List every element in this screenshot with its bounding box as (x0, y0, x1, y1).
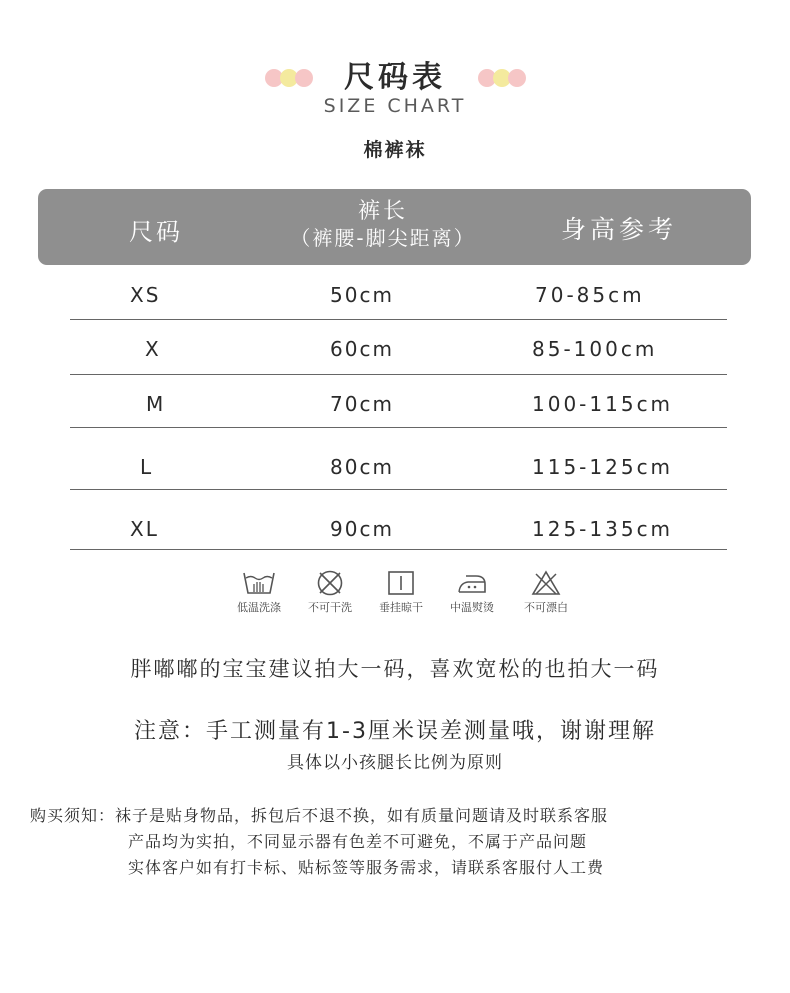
cell-size: XS (130, 283, 161, 307)
sizing-tip: 胖嘟嘟的宝宝建议拍大一码，喜欢宽松的也拍大一码 (130, 657, 660, 681)
care-label: 不可干洗 (308, 601, 352, 614)
cell-height: 115-125cm (532, 455, 674, 479)
purchase-notice-line-1: 购买须知：袜子是贴身物品，拆包后不退不换，如有质量问题请及时联系客服 (30, 806, 609, 825)
column-header-size: 尺码 (129, 218, 183, 246)
cell-height: 85-100cm (532, 337, 658, 361)
care-item-hang-dry (362, 570, 440, 615)
no-dry-clean-icon (316, 570, 344, 596)
care-label: 垂挂晾干 (379, 601, 423, 614)
table-row (70, 490, 727, 550)
cell-height: 70-85cm (535, 283, 645, 307)
cell-length: 50cm (330, 283, 394, 307)
purchase-notice-line-2: 产品均为实拍，不同显示器有色差不可避免，不属于产品问题 (128, 832, 588, 851)
cell-size: XL (130, 517, 159, 541)
table-row (70, 266, 727, 320)
attention-note: 注意：手工测量有1-3厘米误差测量哦，谢谢理解 (134, 719, 656, 744)
cell-length: 70cm (330, 392, 394, 416)
care-label: 低温洗涤 (237, 601, 281, 614)
column-header-height: 身高参考 (560, 215, 677, 244)
product-name: 棉裤袜 (363, 139, 427, 161)
cell-length: 80cm (330, 455, 394, 479)
cell-length: 60cm (330, 337, 394, 361)
cell-height: 100-115cm (532, 392, 674, 416)
care-item-iron (433, 570, 511, 615)
care-label: 不可漂白 (524, 601, 568, 614)
page-title: 尺码表 (344, 60, 446, 95)
cell-size: L (140, 455, 154, 479)
attention-subnote: 具体以小孩腿长比例为原则 (287, 753, 503, 773)
care-label: 中温熨烫 (450, 601, 494, 614)
hang-dry-icon (387, 570, 415, 596)
care-item-wash (220, 570, 298, 615)
low-temp-wash-icon (242, 570, 276, 596)
column-header-length-title: 裤长 (357, 199, 408, 224)
table-row (70, 428, 727, 490)
no-bleach-icon (531, 570, 561, 596)
medium-iron-icon (456, 570, 488, 596)
column-header-length (228, 199, 538, 251)
page-subtitle: SIZE CHART (323, 95, 467, 117)
cell-length: 90cm (330, 517, 394, 541)
cell-size: X (145, 337, 161, 361)
care-item-dry-clean (291, 570, 369, 615)
column-header-length-note: （裤腰-脚尖距离） (290, 226, 476, 250)
table-row (70, 320, 727, 375)
table-row (70, 375, 727, 428)
care-item-bleach (507, 570, 585, 615)
cell-size: M (146, 392, 166, 416)
cell-height: 125-135cm (532, 517, 674, 541)
size-table-header (38, 189, 751, 265)
purchase-notice-line-3: 实体客户如有打卡标、贴标签等服务需求，请联系客服付人工费 (128, 858, 605, 877)
